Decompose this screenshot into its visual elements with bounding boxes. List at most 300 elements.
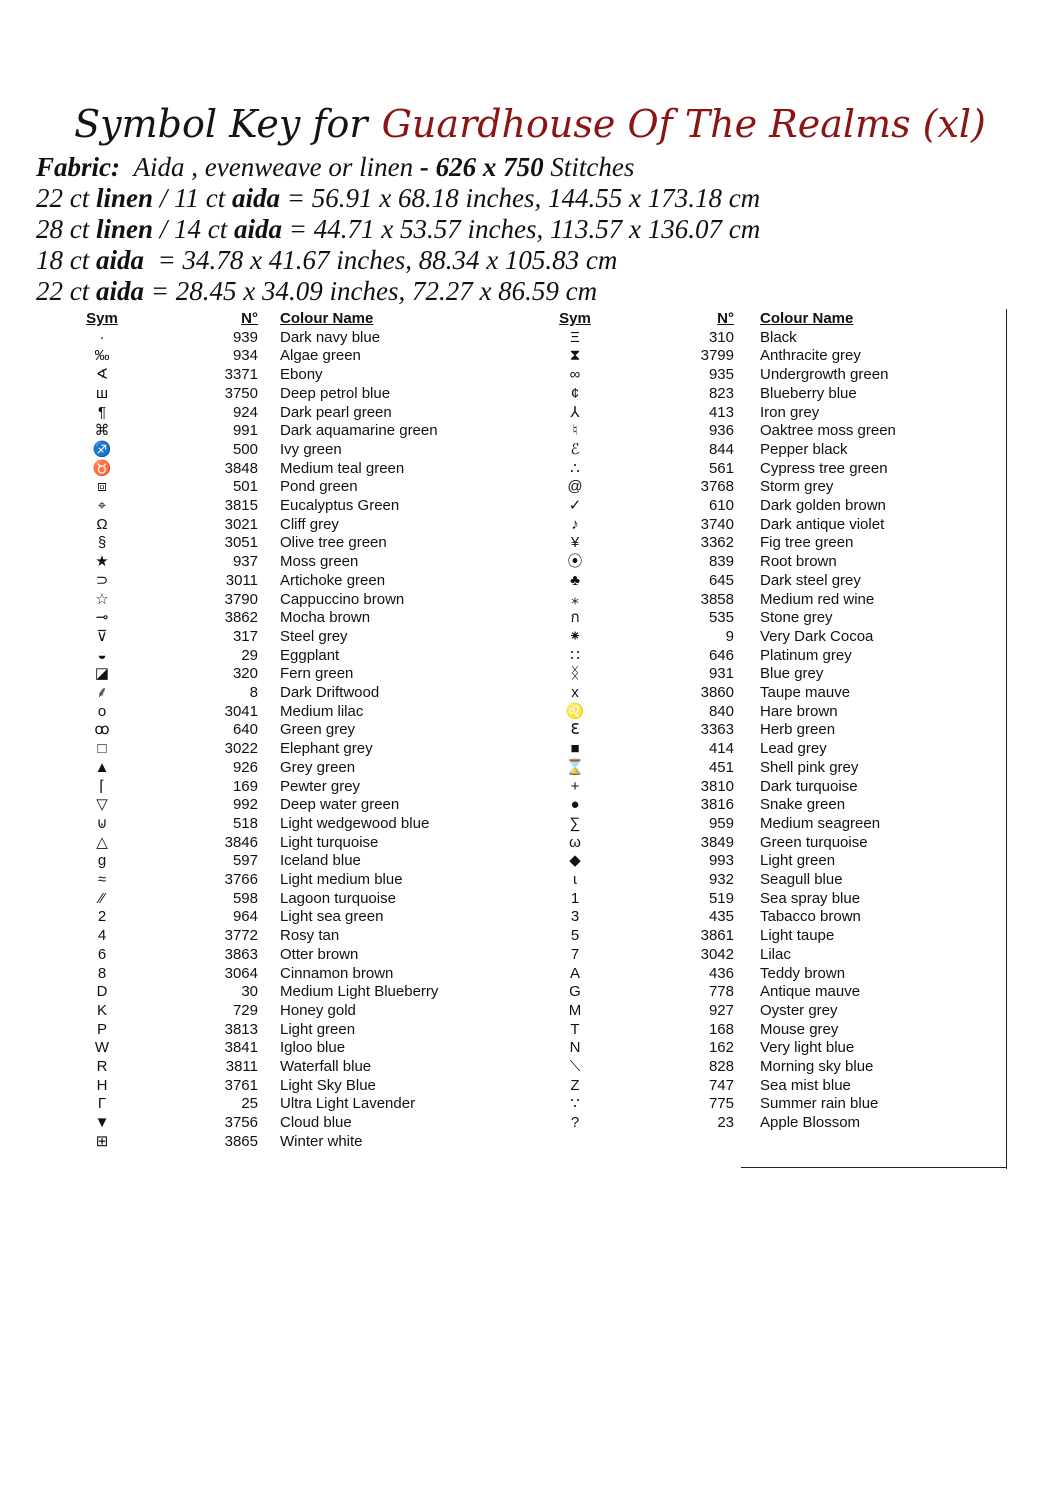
symbol-cell-left: ☆ — [95, 590, 109, 608]
symbol-cell-right: ℇ — [570, 721, 580, 739]
symbol-cell-left: ♉ — [92, 459, 112, 477]
colour-name-cell-right: Very light blue — [760, 1039, 855, 1057]
symbol-cell-left: ◪ — [94, 665, 110, 683]
number-cell-left: 3841 — [224, 1039, 258, 1057]
number-cell-right: 3363 — [700, 721, 734, 739]
number-cell-right: 927 — [708, 1001, 734, 1019]
colour-name-cell-left: Winter white — [280, 1132, 363, 1150]
number-cell-right: 310 — [708, 328, 734, 346]
colour-name-cell-left: Pond green — [280, 478, 358, 496]
table-row — [0, 1133, 1060, 1152]
number-cell-left: 501 — [232, 478, 258, 496]
number-cell-left: 3848 — [224, 459, 258, 477]
number-cell-left: 3863 — [224, 945, 258, 963]
fabric-info — [36, 152, 1036, 307]
number-cell-right: 959 — [708, 814, 734, 832]
colour-name-cell-left: Pewter grey — [280, 777, 361, 795]
colour-name-cell-right: Sea spray blue — [760, 889, 861, 907]
colour-name-cell-right: Dark turquoise — [760, 777, 858, 795]
colour-name-cell-left: Light turquoise — [280, 833, 379, 851]
colour-name-cell-right: Medium seagreen — [760, 814, 881, 832]
table-row — [0, 460, 1060, 479]
number-cell-left: 3756 — [224, 1114, 258, 1132]
colour-name-cell-right: Herb green — [760, 721, 836, 739]
size-fabric-a: aida — [96, 276, 145, 306]
size-value: = 28.45 x 34.09 inches, 72.27 x 86.59 cm — [144, 276, 598, 306]
table-row — [0, 628, 1060, 647]
number-cell-left: 937 — [232, 553, 258, 571]
number-cell-left: 3813 — [224, 1020, 258, 1038]
number-cell-left: 30 — [241, 983, 258, 1001]
table-row — [0, 591, 1060, 610]
table-row — [0, 815, 1060, 834]
table-row — [0, 759, 1060, 778]
table-row — [0, 441, 1060, 460]
number-cell-left: 3051 — [224, 534, 258, 552]
colour-name-cell-right: Storm grey — [760, 478, 834, 496]
table-bottom-border — [741, 1167, 1007, 1168]
symbol-cell-left: ▼ — [94, 1114, 110, 1132]
size-fabric-b: aida — [232, 183, 281, 213]
size-value: = 44.71 x 53.57 inches, 113.57 x 136.07 cm — [282, 214, 761, 244]
table-row — [0, 908, 1060, 927]
number-cell-left: 320 — [232, 665, 258, 683]
colour-name-cell-left: Moss green — [280, 553, 359, 571]
symbol-cell-left: R — [96, 1058, 108, 1075]
number-cell-left: 640 — [232, 721, 258, 739]
table-row — [0, 983, 1060, 1002]
symbol-cell-right: + — [570, 777, 580, 795]
colour-name-cell-right: Anthracite grey — [760, 347, 861, 365]
colour-name-cell-right: Lead grey — [760, 740, 827, 758]
fabric-dash: - — [413, 152, 436, 182]
symbol-cell-right: ● — [570, 796, 580, 814]
size-separator: / 11 ct — [153, 183, 233, 213]
symbol-cell-right: ⟍ — [569, 1058, 581, 1075]
number-cell-right: 931 — [708, 665, 734, 683]
number-cell-left: 317 — [232, 627, 258, 645]
colour-name-cell-right: Green turquoise — [760, 833, 868, 851]
symbol-cell-left: ⌈ — [99, 777, 105, 795]
colour-name-cell-left: Grey green — [280, 758, 356, 776]
colour-name-cell-left: Light medium blue — [280, 871, 403, 888]
table-row — [0, 1039, 1060, 1058]
table-row — [0, 721, 1060, 740]
colour-name-cell-right: Shell pink grey — [760, 758, 859, 776]
number-cell-right: 9 — [725, 627, 734, 645]
symbol-cell-right: ♌ — [565, 702, 585, 720]
size-separator: / 14 ct — [153, 214, 235, 244]
symbol-cell-right: 7 — [570, 945, 580, 963]
number-cell-left: 3761 — [224, 1076, 258, 1094]
symbol-cell-left: ▲ — [94, 758, 110, 776]
number-cell-right: 435 — [708, 908, 734, 926]
symbol-cell-right: ■ — [570, 740, 580, 758]
number-cell-right: 3858 — [700, 590, 734, 608]
number-cell-right: 823 — [708, 384, 734, 402]
symbol-cell-left: ⸙ — [96, 684, 108, 701]
colour-name-cell-right: Pepper black — [760, 440, 848, 458]
colour-name-cell-left: Deep water green — [280, 796, 400, 814]
colour-name-cell-left: Eucalyptus Green — [280, 497, 400, 514]
table-row — [0, 404, 1060, 423]
number-cell-left: 3022 — [224, 740, 258, 758]
header-name-left: Colour Name — [280, 310, 374, 327]
table-row — [0, 871, 1060, 890]
colour-name-cell-left: Light green — [280, 1020, 356, 1038]
colour-name-cell-right: Blue grey — [760, 665, 824, 683]
symbol-cell-left: ⊍ — [96, 814, 108, 832]
fabric-types: Aida , evenweave or linen — [133, 152, 414, 182]
number-cell-right: 935 — [708, 366, 734, 384]
symbol-cell-right: 3 — [570, 908, 580, 926]
symbol-cell-right: ℰ — [570, 440, 580, 458]
size-lines — [36, 183, 1036, 307]
colour-name-cell-right: Antique mauve — [760, 983, 861, 1001]
colour-name-cell-left: Artichoke green — [280, 571, 386, 589]
colour-name-cell-left: Ultra Light Lavender — [280, 1095, 416, 1113]
colour-name-cell-right: Hare brown — [760, 702, 838, 720]
number-cell-left: 500 — [232, 440, 258, 458]
table-row — [0, 946, 1060, 965]
fabric-label: Fabric: — [36, 152, 120, 182]
table-row — [0, 684, 1060, 703]
colour-name-cell-right: Blueberry blue — [760, 384, 857, 402]
number-cell-left: 3011 — [225, 571, 258, 589]
symbol-cell-right: ⁕ — [568, 627, 582, 645]
table-row — [0, 665, 1060, 684]
colour-name-cell-left: Elephant grey — [280, 740, 373, 758]
colour-name-cell-left: Honey gold — [280, 1001, 356, 1019]
symbol-cell-right: 5 — [570, 927, 580, 945]
table-row — [0, 1095, 1060, 1114]
colour-name-cell-left: Cloud blue — [280, 1114, 352, 1132]
number-cell-left: 3766 — [224, 871, 258, 888]
symbol-cell-right: G — [569, 983, 581, 1001]
symbol-cell-right: T — [570, 1020, 580, 1038]
number-cell-left: 169 — [232, 777, 258, 795]
colour-name-cell-right: Mouse grey — [760, 1020, 839, 1038]
colour-name-cell-left: Waterfall blue — [280, 1058, 372, 1075]
colour-name-cell-left: Ebony — [280, 366, 323, 384]
colour-name-cell-left: Medium Light Blueberry — [280, 983, 439, 1001]
colour-name-cell-left: Fern green — [280, 665, 354, 683]
symbol-cell-right: ∑ — [569, 814, 581, 832]
header-sym-left: Sym — [86, 310, 118, 327]
colour-name-cell-right: Apple Blossom — [760, 1114, 861, 1132]
colour-name-cell-right: Platinum grey — [760, 646, 852, 664]
colour-name-cell-right: Oyster grey — [760, 1001, 838, 1019]
size-value: = 56.91 x 68.18 inches, 144.55 x 173.18 cm — [280, 183, 761, 213]
page-title — [0, 98, 1060, 150]
number-cell-left: 518 — [232, 814, 258, 832]
table-row — [0, 1077, 1060, 1096]
number-cell-right: 3042 — [700, 945, 734, 963]
table-row — [0, 852, 1060, 871]
symbol-cell-left: W — [94, 1039, 110, 1057]
number-cell-left: 3790 — [224, 590, 258, 608]
number-cell-right: 168 — [708, 1020, 734, 1038]
size-prefix: 22 ct — [36, 276, 96, 306]
symbol-cell-right: ♪ — [571, 515, 579, 533]
number-cell-left: 598 — [232, 889, 258, 907]
colour-name-cell-right: Very Dark Cocoa — [760, 627, 874, 645]
table-row — [0, 329, 1060, 348]
number-cell-left: 3862 — [224, 609, 258, 627]
number-cell-right: 3768 — [700, 478, 734, 496]
symbol-cell-right: ✓ — [568, 497, 582, 514]
title-prefix: Symbol Key for — [74, 102, 368, 146]
colour-name-cell-left: Rosy tan — [280, 927, 340, 945]
colour-name-cell-left: Dark pearl green — [280, 403, 392, 421]
table-row — [0, 1114, 1060, 1133]
colour-name-cell-right: Morning sky blue — [760, 1058, 874, 1075]
colour-name-cell-left: Cinnamon brown — [280, 964, 394, 982]
table-row — [0, 609, 1060, 628]
colour-name-cell-right: Stone grey — [760, 609, 833, 627]
symbol-cell-right: ɩ — [573, 871, 577, 888]
size-fabric-b: aida — [234, 214, 283, 244]
colour-name-cell-left: Light sea green — [280, 908, 384, 926]
number-cell-right: 839 — [708, 553, 734, 571]
number-cell-right: 840 — [708, 702, 734, 720]
number-cell-right: 23 — [717, 1114, 734, 1132]
pattern-name: Guardhouse Of The Realms (xl) — [381, 102, 986, 146]
symbol-cell-right: ? — [570, 1114, 580, 1132]
table-row — [0, 703, 1060, 722]
number-cell-left: 8 — [249, 684, 258, 701]
number-cell-left: 3772 — [224, 927, 258, 945]
size-fabric-a: linen — [96, 214, 154, 244]
symbol-cell-left: g — [97, 852, 107, 870]
colour-name-cell-left: Light wedgewood blue — [280, 814, 430, 832]
table-row — [0, 572, 1060, 591]
colour-name-cell-right: Iron grey — [760, 403, 820, 421]
table-row — [0, 1002, 1060, 1021]
colour-name-cell-right: Teddy brown — [760, 964, 846, 982]
number-cell-right: 3810 — [700, 777, 734, 795]
symbol-cell-right: ◆ — [569, 852, 581, 870]
number-cell-right: 535 — [708, 609, 734, 627]
table-row — [0, 553, 1060, 572]
symbol-cell-left: ∢ — [95, 366, 109, 384]
colour-name-cell-left: Algae green — [280, 347, 361, 365]
number-cell-right: 3861 — [700, 927, 734, 945]
symbol-cell-left: ⌖ — [97, 497, 107, 514]
table-row — [0, 927, 1060, 946]
symbol-cell-left: 2 — [97, 908, 107, 926]
symbol-cell-right: ∵ — [570, 1095, 580, 1113]
number-cell-right: 844 — [708, 440, 734, 458]
symbol-cell-right: Ξ — [570, 328, 580, 346]
colour-name-cell-right: Undergrowth green — [760, 366, 889, 384]
fabric-size-line — [36, 183, 1036, 214]
symbol-cell-right: ¥ — [570, 534, 580, 552]
colour-name-cell-left: Mocha brown — [280, 609, 371, 627]
header-no-left: N° — [241, 310, 258, 327]
table-row — [0, 647, 1060, 666]
symbol-cell-left: K — [96, 1001, 107, 1019]
number-cell-right: 519 — [708, 889, 734, 907]
table-row — [0, 366, 1060, 385]
number-cell-right: 561 — [708, 459, 734, 477]
symbol-cell-left: □ — [97, 740, 107, 758]
size-prefix: 22 ct — [36, 183, 96, 213]
number-cell-left: 992 — [232, 796, 258, 814]
table-row — [0, 1021, 1060, 1040]
fabric-size-line — [36, 276, 1036, 307]
colour-name-cell-right: Summer rain blue — [760, 1095, 879, 1113]
number-cell-left: 939 — [232, 328, 258, 346]
symbol-cell-right: ⦿ — [567, 553, 583, 571]
number-cell-right: 3860 — [700, 684, 734, 701]
number-cell-left: 729 — [232, 1001, 258, 1019]
symbol-cell-right: 1 — [570, 889, 580, 907]
number-cell-right: 646 — [708, 646, 734, 664]
fabric-size-line — [36, 214, 1036, 245]
colour-name-cell-right: Light taupe — [760, 927, 835, 945]
table-row — [0, 778, 1060, 797]
number-cell-right: 451 — [708, 758, 734, 776]
colour-name-cell-left: Light Sky Blue — [280, 1076, 376, 1094]
colour-name-cell-right: Oaktree moss green — [760, 422, 896, 440]
colour-name-cell-right: Root brown — [760, 553, 837, 571]
symbol-cell-left: ⊞ — [95, 1132, 109, 1150]
header-name-right: Colour Name — [760, 310, 854, 327]
number-cell-right: 3362 — [700, 534, 734, 552]
number-cell-right: 3740 — [700, 515, 734, 533]
table-row — [0, 422, 1060, 441]
size-fabric-a: linen — [96, 183, 154, 213]
symbol-cell-right: x — [571, 684, 579, 701]
number-cell-left: 991 — [232, 422, 258, 440]
number-cell-right: 413 — [708, 403, 734, 421]
symbol-cell-right: ⁎ — [571, 590, 579, 608]
number-cell-right: 778 — [708, 983, 734, 1001]
stitch-count: 626 x 750 — [435, 152, 544, 182]
table-row — [0, 347, 1060, 366]
symbol-cell-right: ∴ — [570, 459, 580, 477]
symbol-cell-right: ¢ — [570, 384, 580, 402]
number-cell-right: 610 — [708, 497, 734, 514]
symbol-cell-right: A — [569, 964, 580, 982]
colour-name-cell-left: Otter brown — [280, 945, 359, 963]
table-right-border — [1006, 309, 1007, 1169]
table-row — [0, 890, 1060, 909]
symbol-cell-left: ▽ — [96, 796, 108, 814]
size-value: = 34.78 x 41.67 inches, 88.34 x 105.83 cm — [144, 245, 618, 275]
table-row — [0, 478, 1060, 497]
number-cell-right: 993 — [708, 852, 734, 870]
colour-name-cell-left: Lagoon turquoise — [280, 889, 396, 907]
number-cell-left: 3846 — [224, 833, 258, 851]
colour-name-cell-left: Ivy green — [280, 440, 342, 458]
symbol-cell-left: o — [97, 702, 107, 720]
number-cell-left: 3811 — [225, 1058, 258, 1075]
symbol-cell-left: 4 — [97, 927, 107, 945]
number-cell-right: 932 — [708, 871, 734, 888]
stitch-label: Stitches — [550, 152, 635, 182]
colour-name-cell-left: Cliff grey — [280, 515, 339, 533]
colour-name-cell-left: Igloo blue — [280, 1039, 346, 1057]
number-cell-left: 29 — [241, 646, 258, 664]
fabric-size-line — [36, 245, 1036, 276]
number-cell-right: 775 — [708, 1095, 734, 1113]
symbol-cell-right: ⌛ — [565, 758, 585, 776]
symbol-cell-left: Γ — [97, 1095, 107, 1113]
number-cell-right: 3816 — [700, 796, 734, 814]
colour-name-cell-right: Dark steel grey — [760, 571, 861, 589]
number-cell-right: 414 — [708, 740, 734, 758]
colour-name-cell-right: Taupe mauve — [760, 684, 851, 701]
number-cell-left: 924 — [232, 403, 258, 421]
table-header — [0, 310, 1060, 329]
number-cell-left: 3064 — [224, 964, 258, 982]
colour-name-cell-right: Dark antique violet — [760, 515, 885, 533]
table-row — [0, 834, 1060, 853]
symbol-cell-left: P — [96, 1020, 107, 1038]
symbol-cell-left: △ — [96, 833, 108, 851]
colour-name-cell-left: Green grey — [280, 721, 356, 739]
number-cell-left: 3815 — [224, 497, 258, 514]
colour-name-cell-left: Eggplant — [280, 646, 340, 664]
symbol-cell-left: ≈ — [97, 871, 107, 888]
number-cell-left: 597 — [232, 852, 258, 870]
colour-name-cell-right: Black — [760, 328, 797, 346]
header-no-right: N° — [717, 310, 734, 327]
table-row — [0, 385, 1060, 404]
symbol-cell-right: ♮ — [572, 422, 578, 440]
symbol-cell-left: § — [97, 534, 107, 552]
symbol-cell-left: ⌘ — [94, 422, 110, 440]
number-cell-left: 3750 — [224, 384, 258, 402]
colour-name-cell-left: Olive tree green — [280, 534, 387, 552]
symbol-cell-right: ω — [569, 833, 581, 851]
symbol-cell-right: ∞ — [569, 366, 581, 384]
symbol-cell-right: M — [568, 1001, 582, 1019]
symbol-cell-right: ก — [570, 609, 580, 627]
symbol-cell-left: ¶ — [97, 403, 107, 421]
symbol-cell-left: ꝏ — [94, 721, 110, 739]
symbol-cell-left: ⊃ — [95, 571, 109, 589]
table-row — [0, 1058, 1060, 1077]
symbol-cell-left: ♐ — [92, 440, 112, 458]
symbol-cell-left: ⧈ — [97, 478, 107, 496]
table-row — [0, 516, 1060, 535]
symbol-cell-left: ‰ — [94, 347, 110, 365]
symbol-cell-right: ᛝ — [570, 665, 580, 683]
symbol-cell-left: ⊽ — [96, 627, 108, 645]
number-cell-right: 645 — [708, 571, 734, 589]
number-cell-right: 747 — [708, 1076, 734, 1094]
number-cell-right: 162 — [708, 1039, 734, 1057]
number-cell-left: 3865 — [224, 1132, 258, 1150]
number-cell-left: 964 — [232, 908, 258, 926]
colour-name-cell-left: Medium teal green — [280, 459, 405, 477]
symbol-cell-right: ∷ — [570, 646, 580, 664]
colour-name-cell-right: Lilac — [760, 945, 791, 963]
symbol-cell-left: · — [99, 328, 105, 346]
colour-name-cell-left: Medium lilac — [280, 702, 364, 720]
number-cell-right: 828 — [708, 1058, 734, 1075]
colour-name-cell-right: Sea mist blue — [760, 1076, 851, 1094]
symbol-cell-right: N — [569, 1039, 581, 1057]
number-cell-right: 3849 — [700, 833, 734, 851]
symbol-cell-left: ★ — [95, 553, 109, 571]
number-cell-left: 3041 — [224, 702, 258, 720]
symbol-cell-left: 8 — [97, 964, 107, 982]
number-cell-left: 926 — [232, 758, 258, 776]
